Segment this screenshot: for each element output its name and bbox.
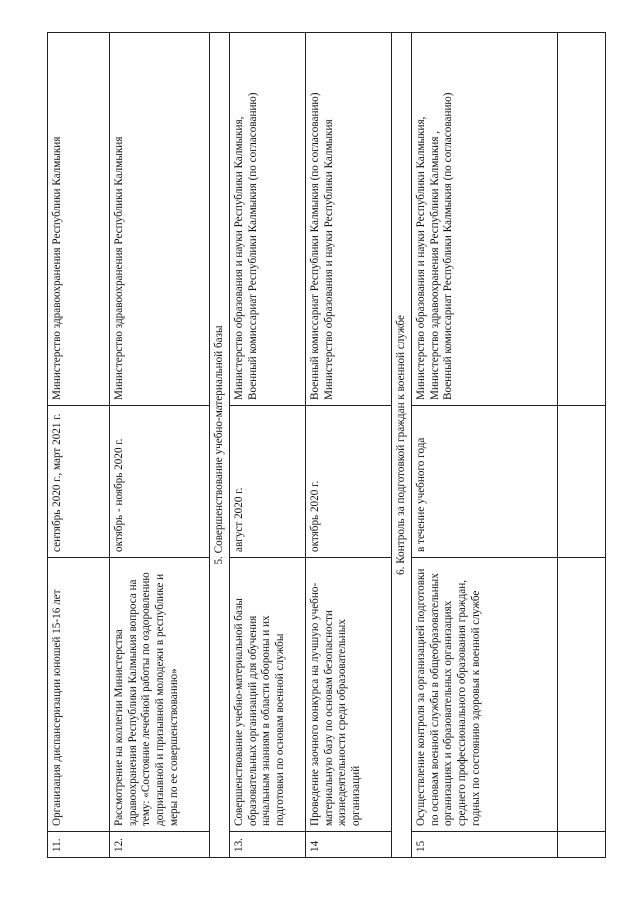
table-row xyxy=(110,33,210,858)
event-date: август 2020 г. xyxy=(230,406,306,558)
rotated-table-wrapper xyxy=(47,33,605,858)
section-heading-row xyxy=(392,33,412,858)
table-row xyxy=(412,33,558,858)
row-number: 15 xyxy=(412,832,558,858)
row-number: 11. xyxy=(48,832,110,858)
event-date: октябрь 2020 г. xyxy=(306,406,392,558)
table-row-continuation xyxy=(558,33,606,858)
table-row xyxy=(306,33,392,858)
row-number: 14 xyxy=(306,832,392,858)
section-title: 6. Контроль за подготовкой граждан к военной службе xyxy=(392,33,412,858)
event-description: Совершенствование учебно-материальной базы образовательных организаций для обучения начальным знаниям в области обороны и их подготовки по основам военной службы xyxy=(230,558,306,832)
section-title: 5. Совершенствование учебно-материальной базы xyxy=(210,33,230,858)
event-description: Организация диспансеризации юношей 15-16 лет xyxy=(48,558,110,832)
responsible-party: Министерство здравоохранения Республики Калмыкия xyxy=(48,33,110,406)
responsible-party: Министерство образования и науки Республики Калмыкия, Министерство здравоохранения Республики Калмыкия , Военный комиссариат Республики Калмыкия (по согласованию) xyxy=(412,33,558,406)
events-plan-table xyxy=(47,32,606,858)
row-number: 12. xyxy=(110,832,210,858)
event-description: Рассмотрение на коллегии Министерства здравоохранения Республики Калмыкия вопроса на тему: «Состояние лечебной работы по оздоровлению допризывной и призывной молодежи в республике и меры по ее совершенствованию» xyxy=(110,558,210,832)
responsible-party: Министерство здравоохранения Республики Калмыкия xyxy=(110,33,210,406)
empty-cell xyxy=(558,406,606,558)
row-number: 13. xyxy=(230,832,306,858)
empty-cell xyxy=(558,558,606,832)
event-description: Осуществление контроля за организацией подготовки по основам военной службы в общеобразовательных организациях и образовательных организациях среднего профессионального образования граждан, годных по состоянию здоровья к военной службе xyxy=(412,558,558,832)
event-date: октябрь - ноябрь 2020 г. xyxy=(110,406,210,558)
empty-cell xyxy=(558,33,606,406)
responsible-party: Военный комиссариат Республики Калмыкия (по согласованию) Министерство образования и науки Республики Калмыкия xyxy=(306,33,392,406)
empty-cell xyxy=(558,832,606,858)
section-heading-row xyxy=(210,33,230,858)
table-row xyxy=(230,33,306,858)
event-date: сентябрь 2020 г., март 2021 г. xyxy=(48,406,110,558)
table-row xyxy=(48,33,110,858)
responsible-party: Министерство образования и науки Республики Калмыкия, Военный комиссариат Республики Калмыкия (по согласованию) xyxy=(230,33,306,406)
event-description: Проведение заочного конкурса на лучшую учебно-материальную базу по основам безопасности жизнедеятельности среди образовательных организаций xyxy=(306,558,392,832)
event-date: в течение учебного года xyxy=(412,406,558,558)
